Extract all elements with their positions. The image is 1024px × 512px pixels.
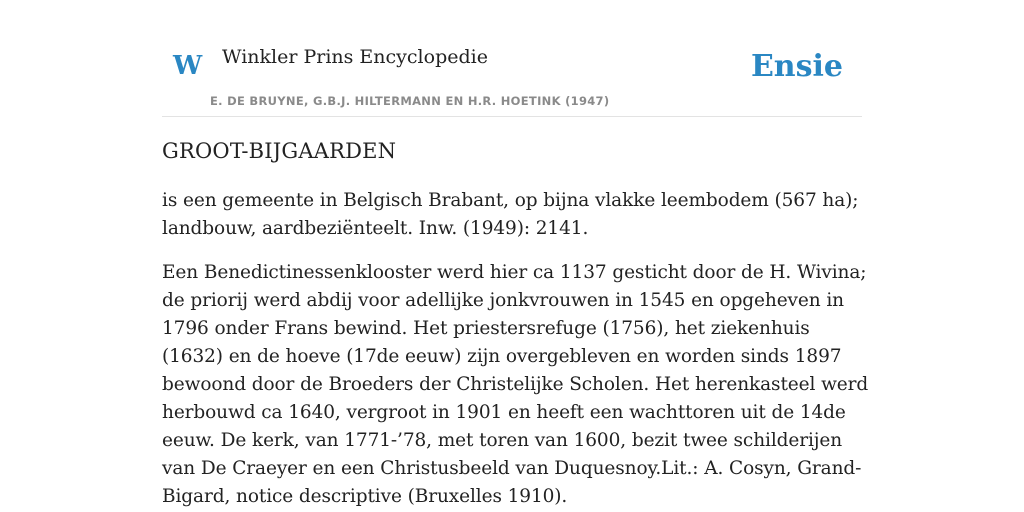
ensie-logo[interactable]: Ensie: [750, 49, 843, 84]
header: [162, 0, 862, 117]
article: [162, 138, 872, 512]
authors-line: E. DE BRUYNE, G.B.J. HILTERMANN EN H.R. HOETINK (1947): [210, 94, 610, 108]
article-paragraph-2: Een Benedictinessenklooster werd hier ca 1137 gesticht door de H. Wivina; de priorij werd abdij voor adellijke jonkvrouwen in 1545 en opgeheven in 1796 onder Frans bewind. Het priestersrefuge (1756), het ziekenhuis (1632) en de hoeve (17de eeuw) zijn overgebleven en worden sinds 1897 bewoond door de Broeders der Christelijke Scholen. Het herenkasteel werd herbouwd ca 1640, vergroot in 1901 en heeft een wachttoren uit de 14de eeuw. De kerk, van 1771-’78, met toren van 1600, bezit twee schilderijen van De Craeyer en een Christusbeeld van Duquesnoy.Lit.: A. Cosyn, Grand-Bigard, notice descriptive (Bruxelles 1910).: [162, 262, 869, 508]
article-headword: GROOT-BIJGAARDEN: [162, 139, 397, 163]
encyclopedia-title[interactable]: Winkler Prins Encyclopedie: [222, 46, 488, 68]
article-paragraph-1: is een gemeente in Belgisch Brabant, op bijna vlakke leembodem (567 ha); landbouw, aardbeziënteelt. Inw. (1949): 2141.: [162, 190, 859, 240]
winkler-prins-logo[interactable]: W: [173, 51, 203, 81]
